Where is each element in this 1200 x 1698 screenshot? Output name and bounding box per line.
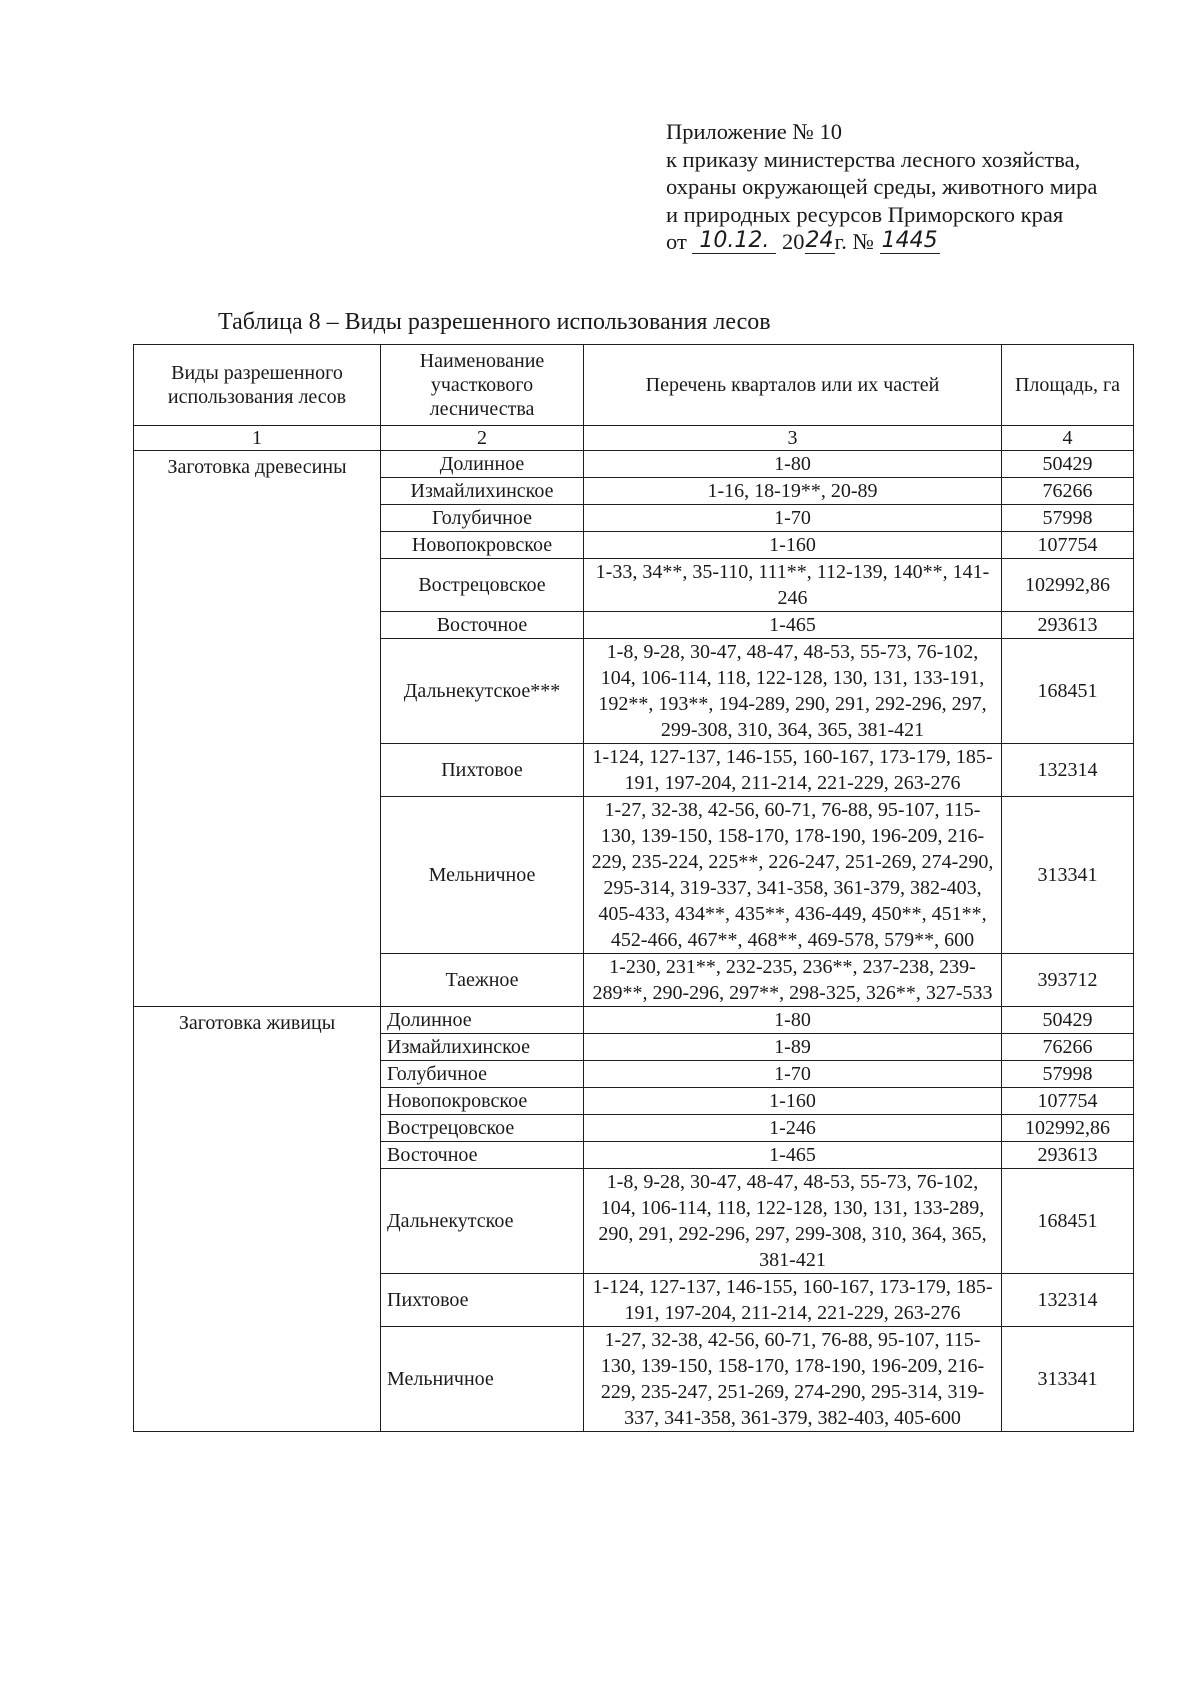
column-number: 4	[1002, 426, 1134, 451]
handwritten-date: 10.12.	[692, 229, 776, 254]
area-cell: 313341	[1002, 1327, 1134, 1432]
quarters-cell: 1-465	[584, 1142, 1002, 1169]
handwritten-order-number: 1445	[881, 228, 938, 253]
quarters-cell: 1-70	[584, 1061, 1002, 1088]
quarters-cell: 1-160	[584, 532, 1002, 559]
area-cell: 50429	[1002, 1007, 1134, 1034]
table-header-row	[134, 345, 1134, 426]
area-cell: 293613	[1002, 612, 1134, 639]
order-line-3: и природных ресурсов Приморского края	[666, 201, 1064, 227]
forestry-cell: Дальнекутское	[381, 1169, 584, 1274]
column-number: 1	[134, 426, 381, 451]
quarters-cell: 1-465	[584, 612, 1002, 639]
order-line-2: охраны окружающей среды, животного мира	[666, 174, 1098, 199]
quarters-cell: 1-160	[584, 1088, 1002, 1115]
area-cell: 107754	[1002, 1088, 1134, 1115]
year-suffix: г. №	[834, 229, 874, 254]
column-header-forestry: Наименование участкового лесничества	[381, 345, 584, 426]
quarters-cell: 1-230, 231**, 232-235, 236**, 237-238, 239-289**, 290-296, 297**, 298-325, 326**, 327-533	[584, 954, 1002, 1007]
area-cell: 57998	[1002, 505, 1134, 532]
forestry-cell: Дальнекутское***	[381, 639, 584, 744]
area-cell: 57998	[1002, 1061, 1134, 1088]
forestry-cell: Пихтовое	[381, 1274, 584, 1327]
table-row	[134, 451, 1134, 478]
forestry-cell: Измайлихинское	[381, 1034, 584, 1061]
use-type-cell: Заготовка живицы	[134, 1007, 381, 1432]
table-caption: Таблица 8 – Виды разрешенного использования лесов	[218, 309, 771, 335]
area-cell: 393712	[1002, 954, 1134, 1007]
forestry-cell: Таежное	[381, 954, 584, 1007]
quarters-cell: 1-80	[584, 1007, 1002, 1034]
date-prefix: от	[666, 229, 687, 254]
table-body	[134, 451, 1134, 1432]
area-cell: 293613	[1002, 1142, 1134, 1169]
handwritten-year: 24	[805, 228, 834, 253]
area-cell: 76266	[1002, 478, 1134, 505]
forest-use-table	[133, 344, 1134, 1432]
area-cell: 132314	[1002, 744, 1134, 797]
quarters-cell: 1-27, 32-38, 42-56, 60-71, 76-88, 95-107, 115-130, 139-150, 158-170, 178-190, 196-209, 216-229, 235-247, 251-269, 274-290, 295-314, 319-337, 341-358, 361-379, 382-403, 405-600	[584, 1327, 1002, 1432]
column-header-area: Площадь, га	[1002, 345, 1134, 426]
area-cell: 313341	[1002, 797, 1134, 954]
forestry-cell: Измайлихинское	[381, 478, 584, 505]
appendix-header	[666, 118, 1166, 256]
area-cell: 168451	[1002, 639, 1134, 744]
order-line-1: к приказу министерства лесного хозяйства,	[666, 146, 1081, 172]
column-number: 2	[381, 426, 584, 451]
column-header-quarters: Перечень кварталов или их частей	[584, 345, 1002, 426]
use-type-cell: Заготовка древесины	[134, 451, 381, 1007]
appendix-title: Приложение № 10	[666, 119, 842, 144]
area-cell: 107754	[1002, 532, 1134, 559]
column-number: 3	[584, 426, 1002, 451]
quarters-cell: 1-246	[584, 1115, 1002, 1142]
forestry-cell: Вострецовское	[381, 559, 584, 612]
quarters-cell: 1-8, 9-28, 30-47, 48-47, 48-53, 55-73, 76-102, 104, 106-114, 118, 122-128, 130, 131, 133-289, 290, 291, 292-296, 297, 299-308, 310, 364, 365, 381-421	[584, 1169, 1002, 1274]
quarters-cell: 1-33, 34**, 35-110, 111**, 112-139, 140**, 141-246	[584, 559, 1002, 612]
area-cell: 50429	[1002, 451, 1134, 478]
quarters-cell: 1-124, 127-137, 146-155, 160-167, 173-179, 185-191, 197-204, 211-214, 221-229, 263-276	[584, 1274, 1002, 1327]
forestry-cell: Долинное	[381, 451, 584, 478]
quarters-cell: 1-70	[584, 505, 1002, 532]
forestry-cell: Восточное	[381, 1142, 584, 1169]
forestry-cell: Голубичное	[381, 505, 584, 532]
table-row	[134, 1007, 1134, 1034]
quarters-cell: 1-27, 32-38, 42-56, 60-71, 76-88, 95-107, 115-130, 139-150, 158-170, 178-190, 196-209, 216-229, 235-224, 225**, 226-247, 251-269, 274-290, 295-314, 319-337, 341-358, 361-379, 382-403, 405-433, 434**, 435**, 436-449, 450**, 451**, 452-466, 467**, 468**, 469-578, 579**, 600	[584, 797, 1002, 954]
forestry-cell: Долинное	[381, 1007, 584, 1034]
column-header-use-type: Виды разрешенного использования лесов	[134, 345, 381, 426]
forestry-cell: Мельничное	[381, 1327, 584, 1432]
area-cell: 132314	[1002, 1274, 1134, 1327]
quarters-cell: 1-8, 9-28, 30-47, 48-47, 48-53, 55-73, 76-102, 104, 106-114, 118, 122-128, 130, 131, 133-191, 192**, 193**, 194-289, 290, 291, 292-296, 297, 299-308, 310, 364, 365, 381-421	[584, 639, 1002, 744]
area-cell: 102992,86	[1002, 559, 1134, 612]
area-cell: 168451	[1002, 1169, 1134, 1274]
area-cell: 102992,86	[1002, 1115, 1134, 1142]
forestry-cell: Новопокровское	[381, 532, 584, 559]
forestry-cell: Восточное	[381, 612, 584, 639]
forestry-cell: Вострецовское	[381, 1115, 584, 1142]
forestry-cell: Пихтовое	[381, 744, 584, 797]
area-cell: 76266	[1002, 1034, 1134, 1061]
quarters-cell: 1-80	[584, 451, 1002, 478]
order-date-line	[666, 228, 1166, 256]
forestry-cell: Новопокровское	[381, 1088, 584, 1115]
quarters-cell: 1-124, 127-137, 146-155, 160-167, 173-179, 185-191, 197-204, 211-214, 221-229, 263-276	[584, 744, 1002, 797]
forestry-cell: Голубичное	[381, 1061, 584, 1088]
quarters-cell: 1-89	[584, 1034, 1002, 1061]
quarters-cell: 1-16, 18-19**, 20-89	[584, 478, 1002, 505]
forestry-cell: Мельничное	[381, 797, 584, 954]
year-prefix: 20	[782, 229, 805, 254]
column-number-row	[134, 426, 1134, 451]
